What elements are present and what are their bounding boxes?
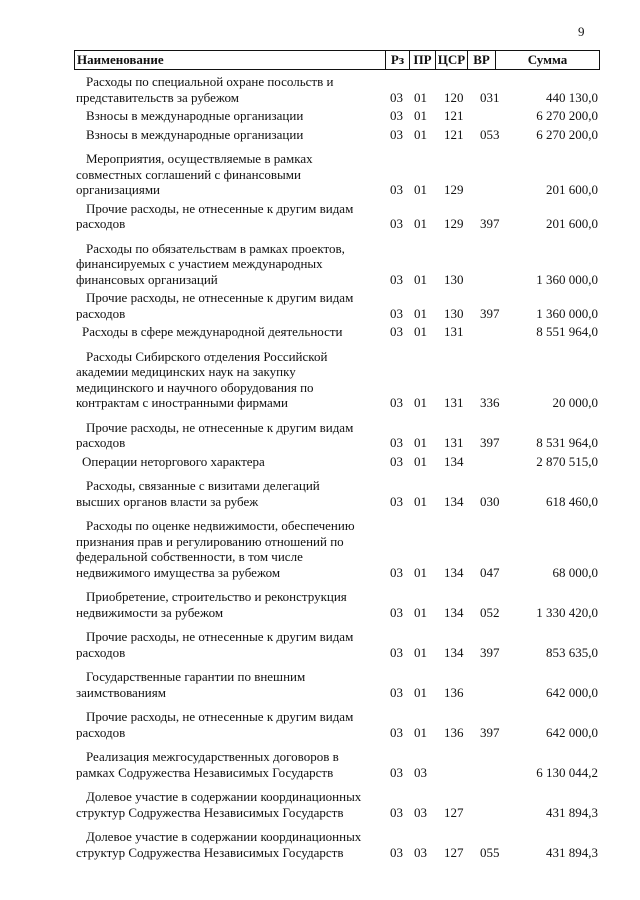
row-name <box>74 669 390 700</box>
row-pr: 01 <box>414 271 427 287</box>
row-csr: 130 <box>444 305 464 321</box>
row-sum: 6 270 200,0 <box>536 126 598 142</box>
row-name <box>74 420 390 451</box>
row-name-line: Приобретение, строительство и реконструкция <box>86 589 347 604</box>
row-name-line: Расходы, связанные с визитами делегаций <box>86 478 320 493</box>
row-rz: 03 <box>390 684 403 700</box>
row-vr: 047 <box>480 564 500 580</box>
row-name-line: Прочие расходы, не отнесенные к другим видам <box>86 629 354 644</box>
row-name <box>74 127 390 143</box>
page-number: 9 <box>578 24 585 39</box>
row-vr: 397 <box>480 216 500 231</box>
row-rz: 03 <box>390 126 403 142</box>
row-csr: 127 <box>444 844 464 860</box>
row-csr: 134 <box>444 564 464 580</box>
row-vr: 397 <box>480 644 500 660</box>
table-row <box>74 201 600 235</box>
row-name <box>74 349 390 411</box>
row-sum: 8 551 964,0 <box>536 324 598 339</box>
row-csr: 131 <box>444 324 464 339</box>
row-name <box>74 749 390 780</box>
row-sum: 440 130,0 <box>546 89 598 105</box>
row-rz: 03 <box>390 564 403 580</box>
row-name-line: Расходы Сибирского отделения Российской <box>86 348 328 364</box>
row-name <box>74 478 390 509</box>
row-rz: 03 <box>390 395 403 410</box>
row-rz: 03 <box>390 182 403 197</box>
row-csr: 131 <box>444 435 464 450</box>
table-row <box>74 749 600 783</box>
header-rz: Рз <box>385 51 409 69</box>
row-sum: 431 894,3 <box>546 844 598 860</box>
row-name-line: Расходы по специальной охране посольств и <box>86 74 334 89</box>
header-vr: ВР <box>467 51 495 69</box>
budget-table <box>74 50 600 863</box>
table-row <box>74 518 600 583</box>
row-vr: 336 <box>480 395 500 410</box>
row-pr: 01 <box>414 182 427 197</box>
row-rz: 03 <box>390 764 403 780</box>
row-sum: 2 870 515,0 <box>536 453 598 469</box>
row-name <box>74 108 390 124</box>
row-name-line: Государственные гарантии по внешним <box>86 669 306 684</box>
row-rz: 03 <box>390 324 403 339</box>
row-name-line: Операции неторгового характера <box>82 453 265 469</box>
row-pr: 01 <box>414 395 427 410</box>
row-vr: 397 <box>480 305 500 321</box>
row-name-line: рамках Содружества Независимых Государств <box>76 764 334 780</box>
row-vr: 397 <box>480 724 500 740</box>
row-sum: 1 360 000,0 <box>536 305 598 321</box>
header-csr: ЦСР <box>435 51 467 69</box>
row-name-line: Мероприятия, осуществляемые в рамках <box>86 151 313 166</box>
row-rz: 03 <box>390 216 403 231</box>
row-name <box>74 324 390 340</box>
row-name-line: представительств за рубежом <box>76 89 240 105</box>
row-csr: 127 <box>444 804 464 820</box>
row-csr: 134 <box>444 493 464 509</box>
row-name <box>74 629 390 660</box>
row-pr: 01 <box>414 453 427 469</box>
row-csr: 129 <box>444 182 464 197</box>
row-rz: 03 <box>390 804 403 820</box>
row-sum: 68 000,0 <box>552 564 598 580</box>
row-pr: 01 <box>414 435 427 450</box>
row-name-line: организациями <box>76 182 160 197</box>
table-row <box>74 241 600 291</box>
table-row <box>74 709 600 743</box>
table-row <box>74 74 600 108</box>
table-row <box>74 420 600 454</box>
row-vr: 397 <box>480 435 500 450</box>
row-name-line: Прочие расходы, не отнесенные к другим видам <box>86 419 354 435</box>
row-csr: 130 <box>444 271 464 287</box>
row-name <box>74 589 390 620</box>
row-rz: 03 <box>390 724 403 740</box>
row-name-line: медицинского и научного оборудования по <box>76 379 314 395</box>
row-name-line: заимствованиям <box>76 684 166 700</box>
row-name-line: Взносы в международные организации <box>86 126 304 142</box>
row-sum: 6 270 200,0 <box>536 108 598 123</box>
row-rz: 03 <box>390 844 403 860</box>
row-pr: 01 <box>414 684 427 700</box>
row-name-line: финансируемых с участием международных <box>76 256 323 271</box>
row-rz: 03 <box>390 271 403 287</box>
row-name-line: недвижимого имущества за рубежом <box>76 564 281 580</box>
row-pr: 03 <box>414 844 427 860</box>
row-sum: 201 600,0 <box>546 182 598 197</box>
row-rz: 03 <box>390 604 403 620</box>
row-pr: 01 <box>414 604 427 620</box>
row-vr: 030 <box>480 493 500 509</box>
row-name-line: расходов <box>76 724 126 740</box>
row-name <box>74 74 390 105</box>
row-name-line: структур Содружества Независимых Государств <box>76 804 344 820</box>
row-name-line: расходов <box>76 435 126 450</box>
row-rz: 03 <box>390 305 403 321</box>
row-name-line: Прочие расходы, не отнесенные к другим видам <box>86 290 354 305</box>
row-csr: 134 <box>444 644 464 660</box>
table-row <box>74 454 600 473</box>
row-rz: 03 <box>390 644 403 660</box>
row-name-line: контрактам с иностранными фирмами <box>76 395 288 410</box>
row-name-line: расходов <box>76 305 126 321</box>
row-name <box>74 290 390 321</box>
row-name-line: Расходы по оценке недвижимости, обеспечению <box>86 518 355 533</box>
table-row <box>74 127 600 146</box>
row-name-line: Прочие расходы, не отнесенные к другим видам <box>86 200 354 216</box>
row-pr: 01 <box>414 89 427 105</box>
row-vr: 031 <box>480 89 500 105</box>
row-sum: 201 600,0 <box>546 216 598 231</box>
row-name-line: структур Содружества Независимых Государств <box>76 844 344 860</box>
row-sum: 642 000,0 <box>546 684 598 700</box>
row-rz: 03 <box>390 89 403 105</box>
table-row <box>74 829 600 863</box>
row-vr: 052 <box>480 604 500 620</box>
row-name <box>74 201 390 232</box>
row-vr: 055 <box>480 844 500 860</box>
row-csr: 131 <box>444 395 464 410</box>
row-name-line: Прочие расходы, не отнесенные к другим видам <box>86 709 354 724</box>
row-name-line: совместных соглашений с финансовыми <box>76 166 301 182</box>
row-name <box>74 241 390 288</box>
row-rz: 03 <box>390 108 403 123</box>
row-pr: 03 <box>414 764 427 780</box>
row-pr: 03 <box>414 804 427 820</box>
row-sum: 642 000,0 <box>546 724 598 740</box>
row-rz: 03 <box>390 493 403 509</box>
row-name <box>74 454 390 470</box>
table-row <box>74 324 600 343</box>
row-pr: 01 <box>414 126 427 142</box>
row-name-line: признания прав и регулированию отношений по <box>76 533 344 549</box>
row-rz: 03 <box>390 453 403 469</box>
row-sum: 8 531 964,0 <box>536 435 598 450</box>
row-name-line: финансовых организаций <box>76 271 218 287</box>
row-name-line: федеральной собственности, в том числе <box>76 549 303 564</box>
table-row <box>74 151 600 201</box>
row-sum: 431 894,3 <box>546 804 598 820</box>
row-name-line: расходов <box>76 216 126 231</box>
table-row <box>74 108 600 127</box>
row-csr: 134 <box>444 604 464 620</box>
row-pr: 01 <box>414 324 427 339</box>
row-name-line: Долевое участие в содержании координационных <box>86 789 362 804</box>
table-row <box>74 589 600 623</box>
row-name-line: Расходы в сфере международной деятельности <box>82 324 343 339</box>
row-name <box>74 789 390 820</box>
header-name: Наименование <box>77 52 164 67</box>
row-pr: 01 <box>414 216 427 231</box>
header-sum: Сумма <box>495 51 599 69</box>
row-vr: 053 <box>480 126 500 142</box>
table-row <box>74 349 600 414</box>
row-csr: 136 <box>444 684 464 700</box>
row-pr: 01 <box>414 644 427 660</box>
row-sum: 20 000,0 <box>552 395 598 410</box>
row-name <box>74 518 390 580</box>
row-pr: 01 <box>414 564 427 580</box>
row-name-line: Взносы в международные организации <box>86 108 304 123</box>
row-name-line: расходов <box>76 644 126 660</box>
row-name-line: Расходы по обязательствам в рамках проектов, <box>86 240 345 256</box>
table-row <box>74 290 600 324</box>
row-pr: 01 <box>414 493 427 509</box>
table-header <box>74 50 600 70</box>
row-pr: 01 <box>414 108 427 123</box>
row-csr: 136 <box>444 724 464 740</box>
row-pr: 01 <box>414 305 427 321</box>
row-csr: 129 <box>444 216 464 231</box>
row-sum: 6 130 044,2 <box>536 764 598 780</box>
row-sum: 1 330 420,0 <box>536 604 598 620</box>
row-sum: 853 635,0 <box>546 644 598 660</box>
table-row <box>74 789 600 823</box>
table-row <box>74 478 600 512</box>
row-csr: 134 <box>444 453 464 469</box>
row-name-line: Реализация межгосударственных договоров в <box>86 749 339 764</box>
row-name-line: Долевое участие в содержании координационных <box>86 829 362 844</box>
table-row <box>74 629 600 663</box>
table-row <box>74 669 600 703</box>
row-csr: 121 <box>444 108 464 123</box>
row-csr: 120 <box>444 89 464 105</box>
row-name <box>74 151 390 198</box>
row-name-line: академии медицинских наук на закупку <box>76 364 296 379</box>
row-sum: 618 460,0 <box>546 493 598 509</box>
row-name <box>74 829 390 860</box>
row-sum: 1 360 000,0 <box>536 271 598 287</box>
header-pr: ПР <box>409 51 435 69</box>
row-name-line: недвижимости за рубежом <box>76 604 224 620</box>
row-name <box>74 709 390 740</box>
table-body <box>74 74 600 863</box>
row-pr: 01 <box>414 724 427 740</box>
row-rz: 03 <box>390 435 403 450</box>
row-csr: 121 <box>444 126 464 142</box>
row-name-line: высших органов власти за рубеж <box>76 493 259 509</box>
